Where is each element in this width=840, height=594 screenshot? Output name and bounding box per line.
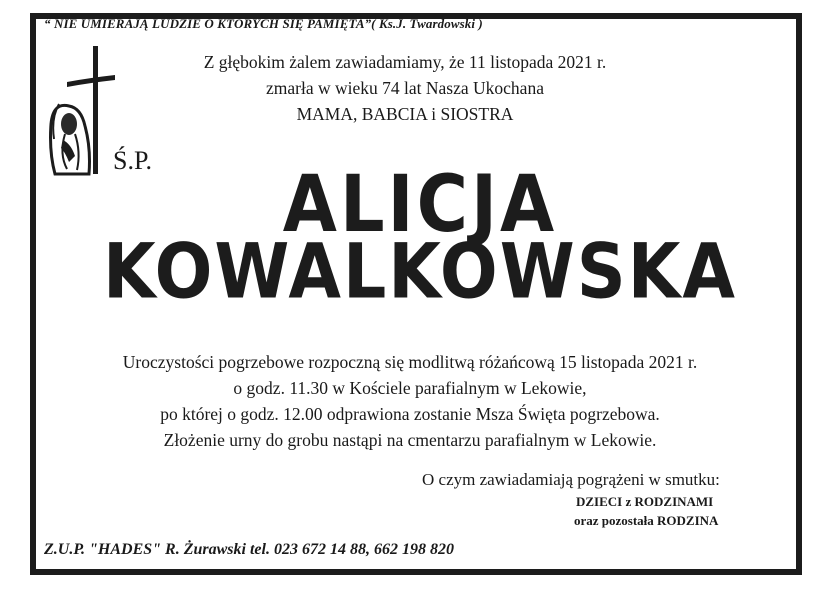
mourners-line-2: oraz pozostała RODZINA xyxy=(574,513,719,528)
ceremony-line-4: Złożenie urny do grobu nastąpi na cmentarzu parafialnym w Lekowie. xyxy=(163,430,657,450)
sp-label: Ś.P. xyxy=(113,146,153,175)
ceremony-line-3: po której o godz. 12.00 odprawiona zostanie Msza Święta pogrzebowa. xyxy=(160,404,660,424)
signoff-text: O czym zawiadamiają pogrążeni w smutku: xyxy=(422,470,720,489)
motto-quote: “ NIE UMIERAJĄ LUDZIE O KTÓRYCH SIĘ PAMIĘTA”( Ks.J. Twardowski ) xyxy=(44,16,483,31)
announcement-line-1: Z głębokim żalem zawiadamiamy, że 11 listopada 2021 r. xyxy=(203,52,607,72)
mourners-line-1: DZIECI z RODZINAMI xyxy=(576,494,714,509)
ceremony-line-2: o godz. 11.30 w Kościele parafialnym w Lekowie, xyxy=(233,378,587,398)
funeral-home-contact: Z.U.P. "HADES" R. Żurawski tel. 023 672 14 88, 662 198 820 xyxy=(44,541,454,558)
announcement-line-3: MAMA, BABCIA i SIOSTRA xyxy=(296,104,514,124)
deceased-last-name: KOWALKOWSKA xyxy=(102,228,738,317)
announcement-line-2: zmarła w wieku 74 lat Nasza Ukochana xyxy=(266,78,544,98)
ceremony-line-1: Uroczystości pogrzebowe rozpoczną się modlitwą różańcową 15 listopada 2021 r. xyxy=(122,352,698,372)
deceased-first-name: ALICJA xyxy=(282,158,558,250)
